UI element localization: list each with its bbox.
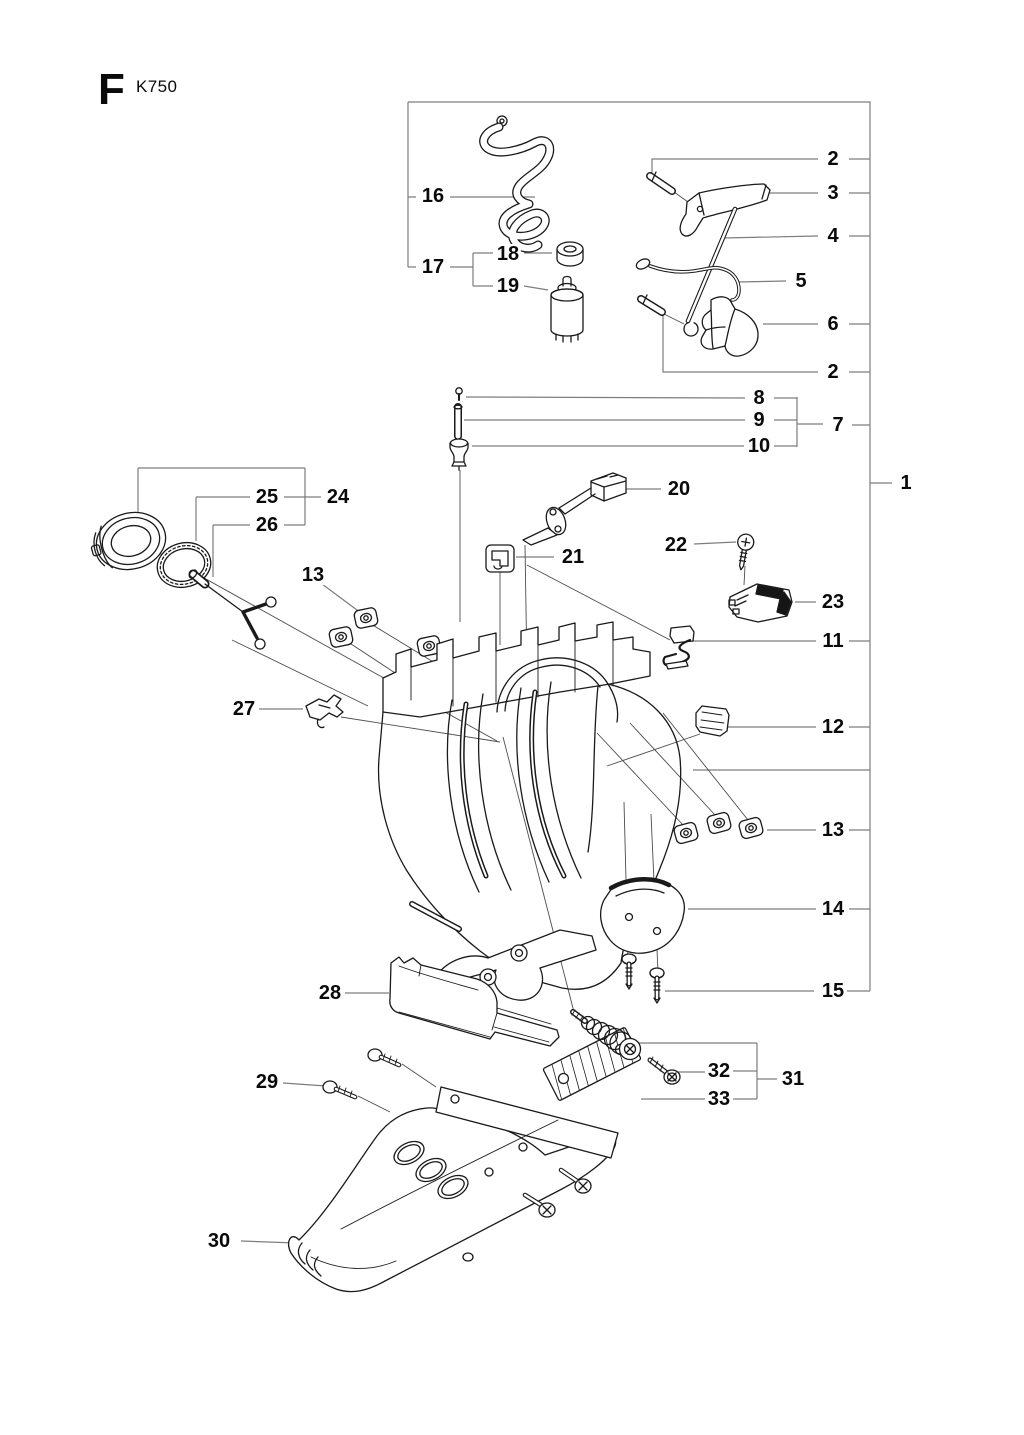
part-callout-c9: 9: [753, 409, 765, 431]
part-drawing-27-clip: [306, 695, 343, 728]
part-callout-c19: 19: [496, 275, 520, 297]
part-drawing-26-cap-retainer: [188, 569, 276, 649]
part-drawing-6-throttle-lockout: [701, 297, 758, 356]
part-callout-c13a: 13: [301, 564, 325, 586]
part-callout-c16: 16: [421, 185, 445, 207]
part-drawing-13-nuts-lower: [673, 811, 764, 844]
part-drawing-11-s-clip: [664, 626, 694, 669]
part-callout-c26: 26: [255, 514, 279, 536]
part-drawing-14-guard-plate: [601, 879, 685, 953]
part-drawing-22-screw: [733, 533, 755, 571]
part-callout-c12: 12: [821, 716, 845, 738]
part-callout-c2a: 2: [827, 148, 839, 170]
part-callout-c5: 5: [795, 270, 807, 292]
part-drawing-23-stop-switch: [729, 584, 792, 622]
part-callout-c7: 7: [832, 414, 844, 436]
part-drawing-8-pin: [456, 388, 462, 400]
part-drawing-5-wire: [635, 257, 739, 300]
part-drawing-10-valve: [450, 439, 468, 470]
model-code: K750: [136, 77, 178, 96]
part-callout-c10: 10: [747, 435, 771, 457]
part-callout-c8: 8: [753, 387, 765, 409]
part-drawing-2-pin-lower: [641, 295, 662, 312]
part-callout-c21: 21: [561, 546, 585, 568]
part-callout-c15: 15: [821, 980, 845, 1002]
figure-letter: F: [98, 65, 125, 114]
part-drawing-9-tube: [454, 405, 462, 436]
part-callout-c33: 33: [707, 1088, 731, 1110]
part-drawing-2-pin-upper: [650, 172, 672, 191]
part-callout-c17: 17: [421, 256, 445, 278]
part-drawing-13-nuts-upper: [328, 607, 441, 657]
part-drawing-12-bracket: [696, 706, 729, 736]
part-callout-c29: 29: [255, 1071, 279, 1093]
part-drawing-21-clip: [486, 545, 514, 572]
part-callout-c25: 25: [255, 486, 279, 508]
part-drawing-20-choke-assembly: [523, 473, 626, 545]
part-callout-c31: 31: [781, 1068, 805, 1090]
part-callout-c27: 27: [232, 698, 256, 720]
part-callout-c18: 18: [496, 243, 520, 265]
part-callout-c32: 32: [707, 1060, 731, 1082]
part-callout-c24: 24: [326, 486, 350, 508]
part-callout-c6: 6: [827, 313, 839, 335]
part-drawing-16-fuel-hose: [484, 116, 550, 248]
part-drawing-18-grommet: [557, 242, 583, 266]
part-callout-c13b: 13: [821, 819, 845, 841]
part-callout-c22: 22: [664, 534, 688, 556]
part-callout-c28: 28: [318, 982, 342, 1004]
part-callout-c20: 20: [667, 478, 691, 500]
part-callout-c30: 30: [207, 1230, 231, 1252]
part-drawing-32-screw: [650, 1057, 680, 1084]
part-drawing-19-fuel-filter: [551, 277, 583, 343]
part-callout-c23: 23: [821, 591, 845, 613]
part-callout-c2b: 2: [827, 361, 839, 383]
part-callout-c14: 14: [821, 898, 845, 920]
part-callout-c1: 1: [900, 472, 912, 494]
part-callout-c3: 3: [827, 182, 839, 204]
part-callout-c4: 4: [827, 225, 839, 247]
part-callout-c11: 11: [822, 630, 844, 652]
part-drawing-29-screws: [323, 1049, 399, 1097]
part-drawing-30-bottom-guard: [289, 1087, 618, 1292]
